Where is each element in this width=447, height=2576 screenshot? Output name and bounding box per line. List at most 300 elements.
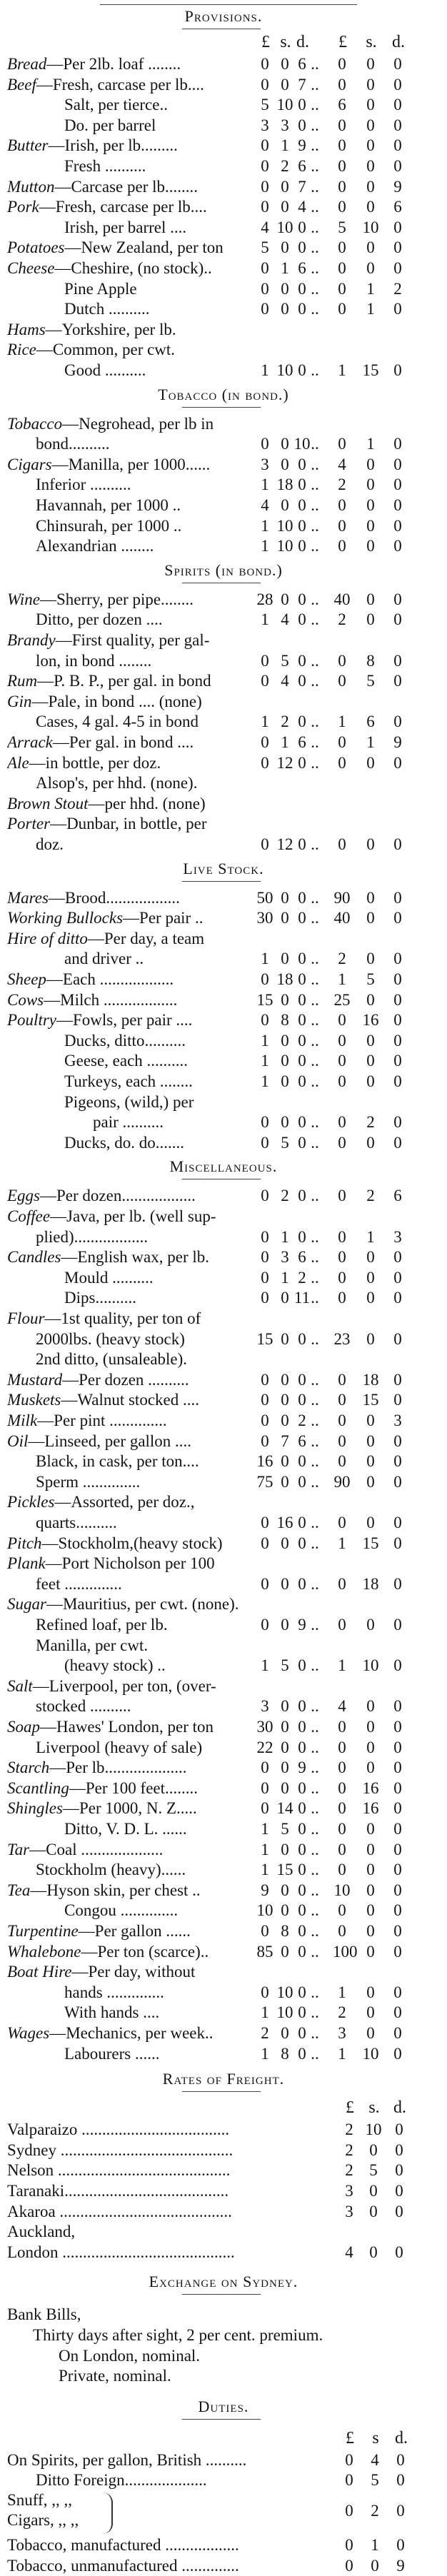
item-description: —English wax, per lb. xyxy=(61,1248,209,1267)
freight-rate-shillings: 5 xyxy=(369,2161,378,2180)
price-from-pence: 0 xyxy=(298,610,306,629)
price-row xyxy=(0,1676,447,1696)
duty-rate-shillings: 1 xyxy=(371,2536,379,2554)
price-from-pounds: 28 xyxy=(256,590,273,608)
range-separator: .. xyxy=(311,455,319,473)
price-row xyxy=(0,1092,447,1112)
price-row xyxy=(0,773,447,793)
section-header-provisions: Provisions. xyxy=(184,7,263,25)
price-to-pounds: 0 xyxy=(338,1227,346,1246)
item-description: —Per pint .............. xyxy=(37,1412,167,1429)
price-row xyxy=(0,1186,447,1206)
item-name: Brown Stout xyxy=(7,794,89,812)
range-separator: .. xyxy=(311,1656,319,1675)
price-to-shillings: 0 xyxy=(366,1412,375,1429)
item-name: Coffee xyxy=(7,1207,51,1225)
range-separator: .. xyxy=(311,1052,319,1070)
range-separator: .. xyxy=(311,1718,319,1736)
price-row xyxy=(0,434,447,454)
item-description: Ducks, do. do....... xyxy=(64,1133,185,1152)
price-to-pence: 0 xyxy=(393,1370,402,1389)
item-name: Porter xyxy=(7,815,51,833)
price-row xyxy=(0,1492,447,1512)
price-to-shillings: 0 xyxy=(366,1697,375,1716)
price-from-pence: 6 xyxy=(298,1248,306,1267)
item-label xyxy=(36,1472,256,1492)
duty-rate-pounds: 0 xyxy=(345,2450,353,2469)
item-label xyxy=(7,1778,256,1798)
price-to-pounds: 1 xyxy=(338,361,346,379)
section-header-duties: Duties. xyxy=(198,2397,249,2415)
range-separator: .. xyxy=(311,1901,319,1920)
item-description: Geese, each .......... xyxy=(64,1052,189,1070)
range-separator: .. xyxy=(311,55,319,73)
price-from-shillings: 0 xyxy=(281,300,289,318)
price-to-pence: 6 xyxy=(393,198,402,216)
range-separator: .. xyxy=(311,1514,319,1531)
item-label xyxy=(64,1901,256,1921)
price-to-pounds: 4 xyxy=(338,455,346,473)
item-label xyxy=(7,1881,256,1901)
exchange-line: On London, nominal. xyxy=(59,2346,201,2365)
price-from-shillings: 1 xyxy=(281,733,289,751)
price-row xyxy=(0,814,447,834)
freight-rate-pence: 0 xyxy=(395,2140,403,2159)
price-to-pounds: 0 xyxy=(338,1574,346,1593)
price-from-shillings: 0 xyxy=(281,455,289,473)
item-name: Oil xyxy=(7,1432,29,1450)
item-description: Havannah, per 1000 .. xyxy=(36,496,181,514)
price-to-pounds: 0 xyxy=(338,136,346,155)
price-from-pounds: 1 xyxy=(261,1840,269,1858)
price-row xyxy=(0,95,447,115)
price-to-pounds: 1 xyxy=(338,1656,346,1675)
item-name: Rice xyxy=(7,341,36,359)
range-separator: .. xyxy=(311,1391,319,1409)
item-label xyxy=(7,1309,407,1329)
price-to-shillings: 2 xyxy=(366,1113,375,1132)
price-from-pence: 9 xyxy=(298,1616,306,1634)
price-to-pence: 0 xyxy=(393,713,402,731)
price-from-pounds: 5 xyxy=(261,238,269,257)
item-label xyxy=(36,835,256,855)
item-name: Wages xyxy=(7,2024,50,2042)
price-from-pence: 0 xyxy=(298,970,306,988)
price-from-pounds: 3 xyxy=(261,455,269,473)
range-separator: .. xyxy=(311,361,319,379)
price-to-pence: 0 xyxy=(393,590,402,608)
price-from-shillings: 1 xyxy=(281,1268,289,1287)
freight-rate-shillings: 0 xyxy=(369,2140,378,2159)
freight-row xyxy=(0,2243,447,2263)
price-from-pence: 6 xyxy=(298,733,306,751)
price-from-pounds: 16 xyxy=(256,1452,273,1471)
price-to-pounds: 23 xyxy=(333,1329,351,1348)
price-to-pounds: 0 xyxy=(338,537,346,555)
price-from-pence: 2 xyxy=(298,1268,306,1287)
item-label xyxy=(7,814,407,834)
price-from-pence: 0 xyxy=(298,1574,306,1593)
price-to-shillings: 0 xyxy=(366,96,375,114)
price-to-pence: 0 xyxy=(393,1452,402,1471)
item-description: —Mechanics, per week.. xyxy=(49,2024,214,2042)
range-separator: .. xyxy=(311,610,319,629)
price-to-pence: 0 xyxy=(393,1268,402,1287)
item-name: Mustard xyxy=(7,1370,63,1389)
price-from-shillings: 10 xyxy=(276,96,293,114)
item-description: Fresh .......... xyxy=(64,157,146,175)
price-to-pence: 9 xyxy=(393,177,402,196)
price-from-pounds: 4 xyxy=(261,496,269,514)
price-to-pounds: 0 xyxy=(338,1778,346,1797)
currency-column-head: d. xyxy=(392,33,405,51)
price-from-pence: 0 xyxy=(298,455,306,473)
item-name: Brandy xyxy=(7,631,56,649)
price-from-pence: 0 xyxy=(298,1738,306,1756)
range-separator: .. xyxy=(311,888,319,907)
exchange-line: Private, nominal. xyxy=(59,2367,171,2385)
price-from-shillings: 0 xyxy=(281,1881,289,1899)
item-description: Turkeys, each ........ xyxy=(64,1072,193,1090)
price-to-pence: 0 xyxy=(393,96,402,114)
duty-rate-pence: 0 xyxy=(396,2450,405,2469)
item-name: Muskets xyxy=(7,1391,61,1409)
section-rule xyxy=(182,2294,261,2295)
price-from-shillings: 0 xyxy=(281,1052,289,1070)
price-from-pence: 0 xyxy=(298,238,306,257)
price-from-shillings: 2 xyxy=(281,713,289,731)
item-label xyxy=(7,197,256,217)
price-row xyxy=(0,197,447,217)
duty-row xyxy=(0,2556,447,2576)
item-description: —Mauritius, per cwt. (none). xyxy=(46,1595,239,1614)
price-to-pence: 0 xyxy=(393,537,402,555)
price-to-shillings: 0 xyxy=(366,1472,375,1491)
price-from-pence: 0 xyxy=(298,1452,306,1471)
price-from-pence: 0 xyxy=(298,1370,306,1389)
price-row xyxy=(0,1696,447,1716)
price-from-pounds: 0 xyxy=(261,75,269,94)
range-separator: .. xyxy=(311,496,319,514)
price-to-pence: 0 xyxy=(393,950,402,968)
price-from-pounds: 15 xyxy=(256,990,273,1009)
freight-port: Akaroa .......................................... xyxy=(7,2202,232,2220)
item-description: —Negrohead, per lb in xyxy=(62,414,214,433)
price-to-pence: 0 xyxy=(393,116,402,134)
freight-port: London .......................................... xyxy=(7,2243,235,2261)
freight-column-head: d. xyxy=(393,2098,406,2118)
price-from-pounds: 0 xyxy=(261,1187,269,1205)
price-to-pence: 0 xyxy=(393,1799,402,1818)
price-to-pence: 0 xyxy=(393,1778,402,1797)
price-from-pence: 0 xyxy=(298,516,306,535)
item-label xyxy=(64,279,256,299)
range-separator: .. xyxy=(311,1861,319,1879)
item-name: Poultry xyxy=(7,1011,56,1030)
price-from-pounds: 30 xyxy=(256,909,273,927)
item-label xyxy=(64,2003,256,2023)
duty-label: On Spirits, per gallon, British .......... xyxy=(7,2450,247,2469)
price-from-shillings: 0 xyxy=(281,1412,289,1429)
item-description: Chinsurah, per 1000 .. xyxy=(36,516,182,535)
price-to-shillings: 0 xyxy=(366,1616,375,1634)
item-label xyxy=(36,773,407,793)
range-separator: .. xyxy=(311,1329,319,1348)
item-label xyxy=(7,455,256,475)
range-separator: .. xyxy=(311,733,319,751)
range-separator: .. xyxy=(311,1227,319,1246)
price-to-pounds: 0 xyxy=(338,1391,346,1409)
price-to-shillings: 0 xyxy=(366,1861,375,1879)
price-from-shillings: 0 xyxy=(281,990,289,1009)
price-from-shillings: 10 xyxy=(276,361,293,379)
range-separator: .. xyxy=(311,279,319,298)
price-to-shillings: 0 xyxy=(366,1432,375,1450)
price-to-pounds: 0 xyxy=(338,1452,346,1471)
price-to-pence: 0 xyxy=(393,1656,402,1675)
range-separator: .. xyxy=(311,218,319,236)
price-from-shillings: 0 xyxy=(281,55,289,73)
price-from-pounds: 0 xyxy=(261,55,269,73)
section-rule xyxy=(182,2419,261,2420)
price-to-pounds: 0 xyxy=(338,1052,346,1070)
price-from-pence: 0 xyxy=(298,1031,306,1050)
item-name: Eggs xyxy=(7,1187,40,1205)
price-from-pence: 0 xyxy=(298,1697,306,1716)
item-label xyxy=(64,949,256,969)
item-label xyxy=(36,495,256,515)
price-to-pounds: 0 xyxy=(338,1268,346,1287)
price-from-pounds: 0 xyxy=(261,435,269,453)
price-row xyxy=(0,1349,447,1369)
price-from-shillings: 3 xyxy=(281,1248,289,1267)
price-to-pence: 0 xyxy=(393,1881,402,1899)
price-from-pounds: 0 xyxy=(261,1248,269,1267)
price-to-pounds: 0 xyxy=(338,1738,346,1756)
price-from-pounds: 1 xyxy=(261,950,269,968)
price-to-pence: 0 xyxy=(393,218,402,236)
duty-row xyxy=(0,2450,447,2470)
price-from-pence: 0 xyxy=(298,1534,306,1552)
price-row xyxy=(0,1636,447,1656)
price-to-pence: 0 xyxy=(393,1534,402,1552)
item-description: and driver .. xyxy=(64,950,144,968)
item-description: —Per day, a team xyxy=(87,929,205,947)
price-to-shillings: 2 xyxy=(366,1187,375,1205)
freight-column-head: s. xyxy=(368,2098,380,2118)
price-row xyxy=(0,1268,447,1288)
price-from-shillings: 4 xyxy=(281,610,289,629)
price-to-pence: 0 xyxy=(393,1031,402,1050)
price-from-pence: 0 xyxy=(298,651,306,670)
range-separator: .. xyxy=(311,2044,319,2063)
price-from-pounds: 0 xyxy=(261,1113,269,1132)
item-description: —Per dozen.................. xyxy=(40,1187,196,1205)
price-from-pounds: 9 xyxy=(261,1881,269,1899)
price-from-pounds: 0 xyxy=(261,835,269,853)
price-to-pence: 0 xyxy=(393,1133,402,1152)
item-description: —Each .................. xyxy=(46,970,174,988)
item-name: Boat Hire xyxy=(7,1963,72,1981)
price-from-pounds: 0 xyxy=(261,1370,269,1389)
price-to-pounds: 0 xyxy=(338,1412,346,1429)
price-from-pounds: 1 xyxy=(261,2003,269,2022)
price-to-pence: 3 xyxy=(393,1227,402,1246)
price-from-pence: 0 xyxy=(298,590,306,608)
price-from-pounds: 5 xyxy=(261,96,269,114)
price-from-shillings: 0 xyxy=(281,1370,289,1389)
item-label xyxy=(64,218,256,238)
price-row xyxy=(0,630,447,650)
price-row xyxy=(0,908,447,928)
price-from-pence: 0 xyxy=(298,1391,306,1409)
price-to-pounds: 1 xyxy=(338,713,346,731)
price-to-shillings: 0 xyxy=(366,1718,375,1736)
price-from-shillings: 0 xyxy=(281,950,289,968)
item-label xyxy=(64,116,256,136)
item-description: —Per 2lb. loaf ........ xyxy=(46,55,181,73)
price-from-pence: 0 xyxy=(298,1052,306,1070)
price-to-shillings: 0 xyxy=(366,1922,375,1940)
price-from-pounds: 0 xyxy=(261,1391,269,1409)
duty-row xyxy=(0,2501,447,2521)
price-from-pounds: 0 xyxy=(261,1268,269,1287)
range-separator: .. xyxy=(311,1983,319,2001)
item-name: Milk xyxy=(7,1412,38,1429)
section-header-tobacco: Tobacco (in bond.) xyxy=(158,385,289,403)
item-label xyxy=(7,2023,256,2043)
price-from-shillings: 4 xyxy=(281,672,289,690)
price-to-pence: 0 xyxy=(393,1289,402,1307)
price-to-pence: 6 xyxy=(393,1187,402,1205)
duty-row xyxy=(0,2470,447,2490)
price-to-shillings: 10 xyxy=(362,2044,379,2063)
price-to-shillings: 0 xyxy=(366,990,375,1009)
range-separator: .. xyxy=(311,1922,319,1940)
price-to-shillings: 0 xyxy=(366,259,375,277)
price-row xyxy=(0,1758,447,1778)
price-row xyxy=(0,1207,447,1227)
price-to-pounds: 40 xyxy=(333,909,351,927)
price-to-pounds: 0 xyxy=(338,733,346,751)
range-separator: .. xyxy=(311,259,319,277)
price-from-shillings: 14 xyxy=(276,1799,293,1818)
price-from-pounds: 0 xyxy=(261,157,269,175)
item-description: Ducks, ditto.......... xyxy=(64,1031,186,1050)
price-to-pence: 0 xyxy=(393,1759,402,1777)
price-row xyxy=(0,1860,447,1880)
exchange-line: Thirty days after sight, 2 per cent. premium. xyxy=(33,2326,323,2344)
item-description: —per hhd. (none) xyxy=(88,794,206,812)
price-from-pounds: 2 xyxy=(261,2024,269,2042)
price-to-shillings: 0 xyxy=(366,455,375,473)
price-to-pounds: 40 xyxy=(333,590,351,608)
duty-label: Tobacco, unmanufactured .............. xyxy=(7,2556,239,2575)
price-to-shillings: 0 xyxy=(366,1759,375,1777)
price-to-pounds: 3 xyxy=(338,2024,346,2042)
item-description: Inferior .......... xyxy=(36,476,131,494)
freight-port: Nelson .......................................... xyxy=(7,2161,231,2180)
range-separator: .. xyxy=(311,1697,319,1716)
price-from-pounds: 0 xyxy=(261,1289,269,1307)
duty-rate-shillings: 0 xyxy=(371,2556,379,2575)
item-name: Candles xyxy=(7,1248,61,1267)
item-label xyxy=(7,630,407,650)
price-from-shillings: 0 xyxy=(281,1942,289,1961)
price-from-pounds: 1 xyxy=(261,516,269,535)
range-separator: .. xyxy=(311,713,319,731)
top-rule xyxy=(100,4,357,5)
item-description: —Per pair .. xyxy=(123,909,204,927)
range-separator: .. xyxy=(311,1534,319,1552)
item-name: Cigars xyxy=(7,455,52,473)
range-separator: .. xyxy=(311,537,319,555)
item-description: —P. B. P., per gal. in bond xyxy=(37,672,211,690)
duty-rate-pence: 9 xyxy=(396,2556,405,2575)
price-to-pounds: 25 xyxy=(333,990,351,1009)
price-to-pence: 0 xyxy=(393,1113,402,1132)
price-to-pence: 0 xyxy=(393,835,402,853)
price-to-pence: 0 xyxy=(393,970,402,988)
item-name: Rum xyxy=(7,672,38,690)
price-to-pounds: 2 xyxy=(338,950,346,968)
item-description: —1st quality, per ton of xyxy=(44,1309,201,1327)
range-separator: .. xyxy=(311,1011,319,1030)
price-row xyxy=(0,1594,447,1614)
price-to-pence: 0 xyxy=(393,1011,402,1030)
price-from-shillings: 0 xyxy=(281,1289,289,1307)
price-from-pence: 0 xyxy=(298,1799,306,1818)
price-from-pence: 0 xyxy=(298,713,306,731)
item-label xyxy=(7,1962,407,1982)
price-from-pounds: 50 xyxy=(256,888,273,907)
item-description: Good .......... xyxy=(64,361,146,379)
item-label xyxy=(7,414,407,434)
item-name: Arrack xyxy=(7,733,53,751)
price-from-pounds: 1 xyxy=(261,713,269,731)
price-from-shillings: 18 xyxy=(276,970,293,988)
item-description: Mould .......... xyxy=(64,1268,154,1287)
item-name: Ale xyxy=(7,753,29,772)
item-label xyxy=(36,1513,256,1533)
item-description: —in bottle, per doz. xyxy=(29,753,161,772)
item-label xyxy=(7,1411,256,1431)
price-from-pence: 6 xyxy=(298,1432,306,1450)
price-row xyxy=(0,970,447,990)
price-from-shillings: 1 xyxy=(281,1227,289,1246)
price-from-pence: 6 xyxy=(298,259,306,277)
currency-column-head: £ xyxy=(338,33,347,51)
price-row xyxy=(0,299,447,319)
item-description: Labourers ...... xyxy=(64,2044,160,2063)
price-from-shillings: 0 xyxy=(281,1778,289,1797)
price-row xyxy=(0,475,447,495)
price-to-pence: 0 xyxy=(393,435,402,453)
price-to-shillings: 0 xyxy=(366,1983,375,2001)
price-from-pence: 0 xyxy=(298,888,306,907)
price-to-pence: 0 xyxy=(393,672,402,690)
item-description: —Liverpool, per ton, (over- xyxy=(32,1676,216,1695)
item-label xyxy=(64,1133,256,1153)
range-separator: .. xyxy=(311,2024,319,2042)
price-row xyxy=(0,54,447,74)
price-row xyxy=(0,1390,447,1410)
price-to-pounds: 0 xyxy=(338,496,346,514)
item-label xyxy=(7,753,256,773)
price-from-pence: 6 xyxy=(298,55,306,73)
item-description: Alexandrian ........ xyxy=(36,537,154,555)
range-separator: .. xyxy=(311,1738,319,1756)
